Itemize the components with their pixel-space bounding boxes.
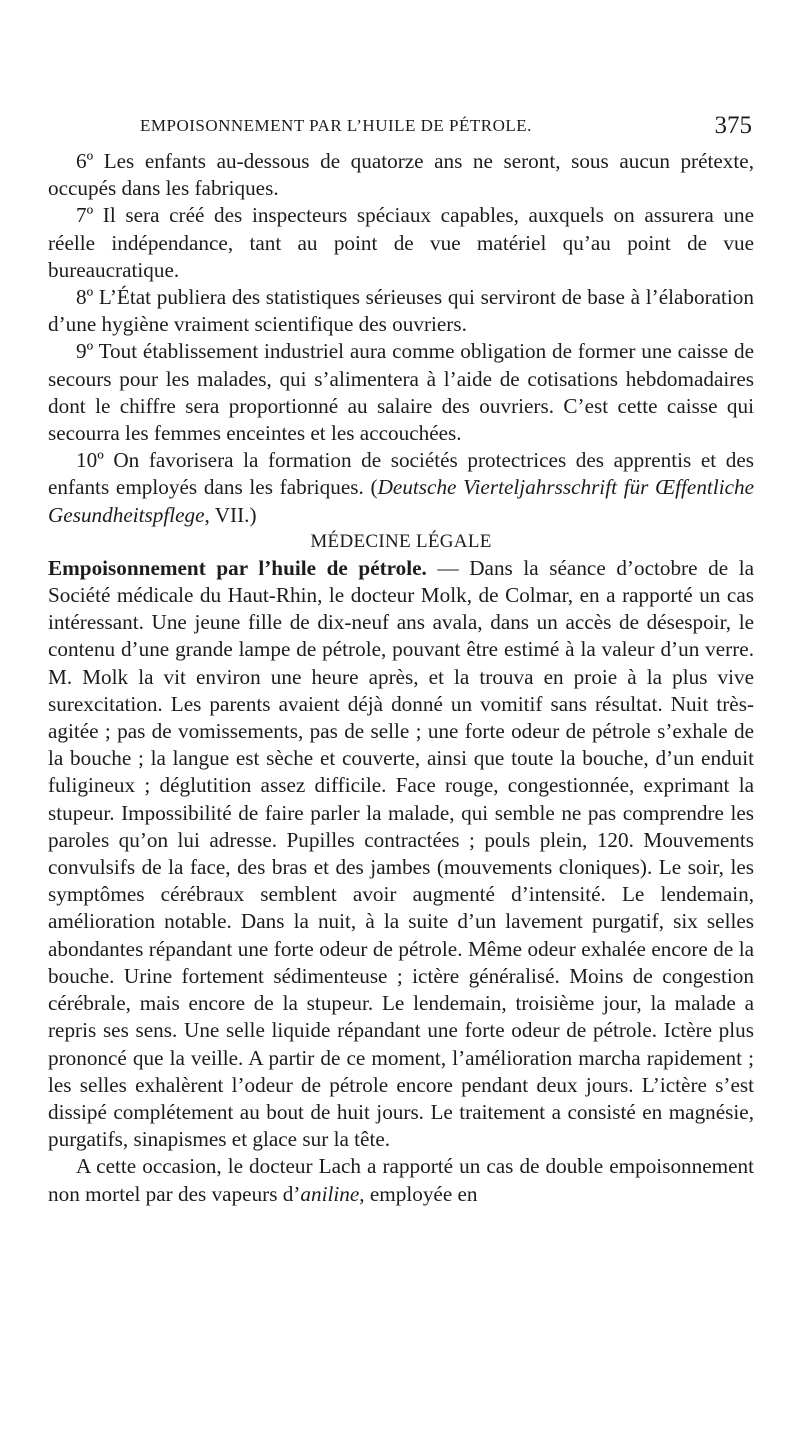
- paragraph-10-text: 10º On favorisera la formation de sociétés protectrices des apprentis et des enfants employés dans les fabriques. (: [48, 448, 754, 500]
- paragraph-9: 9º Tout établissement industriel aura comme obligation de former une caisse de secours pour les malades, qui s’alimentera à l’aide de cotisations hebdomadaires dont le chiffre sera proportionné au salaire des ouvriers. C’est cette caisse qui secourra les femmes enceintes et les accouchées.: [48, 339, 754, 446]
- paragraph-10: [48, 447, 754, 529]
- paragraph-7: 7º Il sera créé des inspecteurs spéciaux capables, auxquels on assurera une réelle indépendance, tant au point de vue matériel qu’au point de vue bureaucratique.: [48, 203, 754, 282]
- closing-paragraph: [48, 1153, 754, 1207]
- article-title: Empoisonnement par l’huile de pétrole.: [48, 555, 427, 580]
- page-number: 375: [714, 112, 752, 139]
- running-title: EMPOISONNEMENT PAR L’HUILE DE PÉTROLE.: [140, 116, 532, 135]
- journal-citation: Deutsche Vierteljahrsschrift für Œffentliche Gesundheitspflege: [48, 475, 754, 527]
- body-text: [48, 148, 754, 1208]
- article-body: — Dans la séance d’octobre de la Société médicale du Haut-Rhin, le docteur Molk, de Colmar, en a rapporté un cas intéressant. Une jeune fille de dix-neuf ans avala, dans un accès de désespoir, le contenu d’une grande lampe de pétrole, pouvant être estimé à la valeur d’un verre. M. Molk la vit environ une heure après, et la trouva en proie à la plus vive surexcitation. Les parents avaient déjà donné un vomitif sans résultat. Nuit très-agitée ; pas de vomissements, pas de selle ; une forte odeur de pétrole s’exhale de la bouche ; la langue est sèche et couverte, ainsi que toute la bouche, d’un enduit fuligineux ; déglutition assez difficile. Face rouge, congestionnée, exprimant la stupeur. Impossibilité de faire parler la malade, qui semble ne pas comprendre les paroles qu’on lui adresse. Pupilles contractées ; pouls plein, 120. Mouvements convulsifs de la face, des bras et des jambes (mouvements cloniques). Le soir, les symptômes cérébraux semblent avoir augmenté d’intensité. Le lendemain, amélioration notable. Dans la nuit, à la suite d’un lavement purgatif, six selles abondantes répandant une forte odeur de pétrole. Même odeur exhalée encore de la bouche. Urine fortement sédimenteuse ; ictère généralisé. Moins de congestion cérébrale, mais encore de la stupeur. Le lendemain, troisième jour, la malade a repris ses sens. Une selle liquide répandant une forte odeur de pétrole. Ictère plus prononcé que la veille. A partir de ce moment, l’amélioration marcha rapidement ; les selles exhalèrent l’odeur de pétrole encore pendant deux jours. L’ictère s’est dissipé complétement au bout de huit jours. Le traitement a consisté en magnésie, purgatifs, sinapismes et glace sur la tête.: [48, 555, 754, 1152]
- paragraph-8: 8º L’État publiera des statistiques sérieuses qui serviront de base à l’élaboration d’une hygiène vraiment scientifique des ouvriers.: [48, 285, 754, 337]
- citation-end: , VII.): [204, 502, 257, 527]
- paragraph-6: 6º Les enfants au-dessous de quatorze ans ne seront, sous aucun prétexte, occupés dans les fabriques.: [48, 149, 754, 201]
- aniline-word: aniline: [300, 1181, 360, 1206]
- article-paragraph: [48, 555, 754, 1153]
- closing-text: A cette occasion, le docteur Lach a rapporté un cas de double empoisonnement non mortel par des vapeurs d’: [48, 1154, 754, 1206]
- section-heading: MÉDECINE LÉGALE: [310, 530, 492, 552]
- running-head: [48, 112, 754, 148]
- closing-text-end: , employée en: [359, 1181, 478, 1206]
- book-page: [48, 112, 754, 1208]
